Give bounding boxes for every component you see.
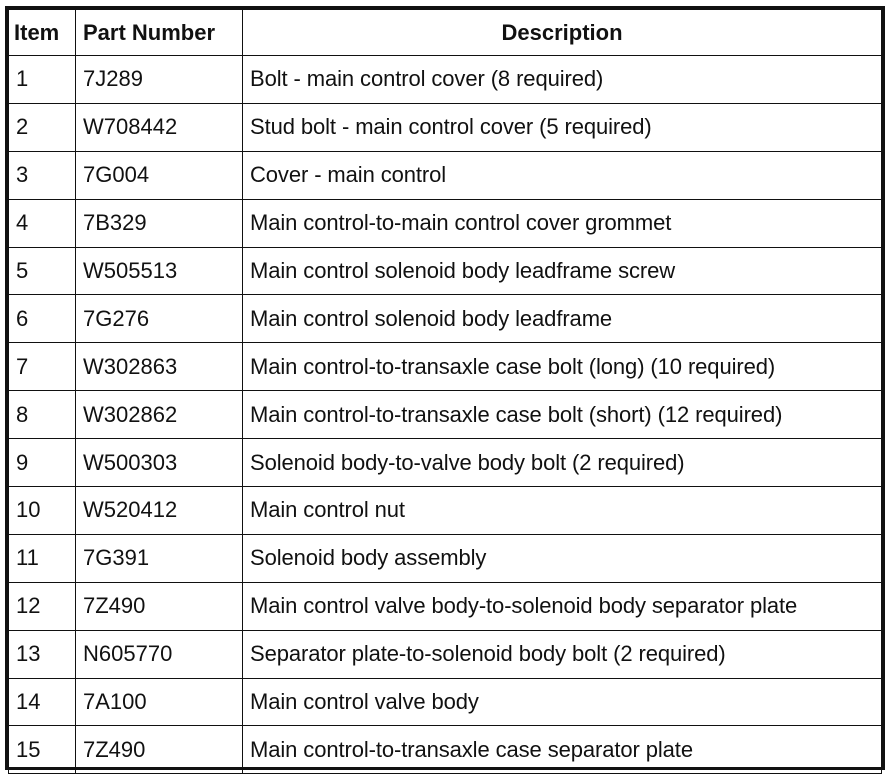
part-number-cell: W500303 xyxy=(76,439,243,487)
parts-table-frame xyxy=(5,6,885,770)
table-row xyxy=(9,678,882,726)
description-cell: Separator plate-to-solenoid body bolt (2 required) xyxy=(243,630,882,678)
part-number-cell: W520412 xyxy=(76,487,243,535)
table-header xyxy=(9,10,882,56)
description-cell: Main control valve body-to-solenoid body separator plate xyxy=(243,582,882,630)
description-cell: Main control-to-transaxle case bolt (short) (12 required) xyxy=(243,391,882,439)
part-number-cell: W505513 xyxy=(76,247,243,295)
table-row xyxy=(9,247,882,295)
item-cell: 1 xyxy=(9,56,76,104)
description-cell: Main control solenoid body leadframe xyxy=(243,295,882,343)
part-number-cell: 7G276 xyxy=(76,295,243,343)
description-cell: Stud bolt - main control cover (5 required) xyxy=(243,103,882,151)
header-description: Description xyxy=(243,10,882,56)
description-cell: Main control-to-main control cover grommet xyxy=(243,199,882,247)
description-cell: Solenoid body assembly xyxy=(243,534,882,582)
part-number-cell: 7G004 xyxy=(76,151,243,199)
item-cell: 11 xyxy=(9,534,76,582)
table-row xyxy=(9,56,882,104)
parts-table xyxy=(8,9,882,774)
description-cell: Bolt - main control cover (8 required) xyxy=(243,56,882,104)
item-cell: 3 xyxy=(9,151,76,199)
item-cell: 6 xyxy=(9,295,76,343)
item-cell: 12 xyxy=(9,582,76,630)
part-number-cell: 7Z490 xyxy=(76,726,243,774)
table-row xyxy=(9,630,882,678)
table-row xyxy=(9,534,882,582)
table-row xyxy=(9,151,882,199)
table-row xyxy=(9,582,882,630)
table-row xyxy=(9,103,882,151)
table-row xyxy=(9,343,882,391)
item-cell: 2 xyxy=(9,103,76,151)
header-item: Item xyxy=(9,10,76,56)
part-number-cell: 7G391 xyxy=(76,534,243,582)
item-cell: 9 xyxy=(9,439,76,487)
table-row xyxy=(9,439,882,487)
description-cell: Main control-to-transaxle case separator plate xyxy=(243,726,882,774)
table-row xyxy=(9,391,882,439)
part-number-cell: W302862 xyxy=(76,391,243,439)
item-cell: 8 xyxy=(9,391,76,439)
table-row xyxy=(9,199,882,247)
header-part-number: Part Number xyxy=(76,10,243,56)
part-number-cell: 7J289 xyxy=(76,56,243,104)
part-number-cell: W302863 xyxy=(76,343,243,391)
table-row xyxy=(9,726,882,774)
part-number-cell: 7A100 xyxy=(76,678,243,726)
item-cell: 15 xyxy=(9,726,76,774)
item-cell: 13 xyxy=(9,630,76,678)
item-cell: 14 xyxy=(9,678,76,726)
description-cell: Main control solenoid body leadframe screw xyxy=(243,247,882,295)
item-cell: 7 xyxy=(9,343,76,391)
description-cell: Main control valve body xyxy=(243,678,882,726)
table-row xyxy=(9,295,882,343)
description-cell: Cover - main control xyxy=(243,151,882,199)
part-number-cell: W708442 xyxy=(76,103,243,151)
part-number-cell: 7B329 xyxy=(76,199,243,247)
table-row xyxy=(9,487,882,535)
part-number-cell: N605770 xyxy=(76,630,243,678)
part-number-cell: 7Z490 xyxy=(76,582,243,630)
item-cell: 4 xyxy=(9,199,76,247)
description-cell: Solenoid body-to-valve body bolt (2 required) xyxy=(243,439,882,487)
header-row xyxy=(9,10,882,56)
description-cell: Main control-to-transaxle case bolt (long) (10 required) xyxy=(243,343,882,391)
table-body xyxy=(9,56,882,774)
description-cell: Main control nut xyxy=(243,487,882,535)
item-cell: 5 xyxy=(9,247,76,295)
item-cell: 10 xyxy=(9,487,76,535)
